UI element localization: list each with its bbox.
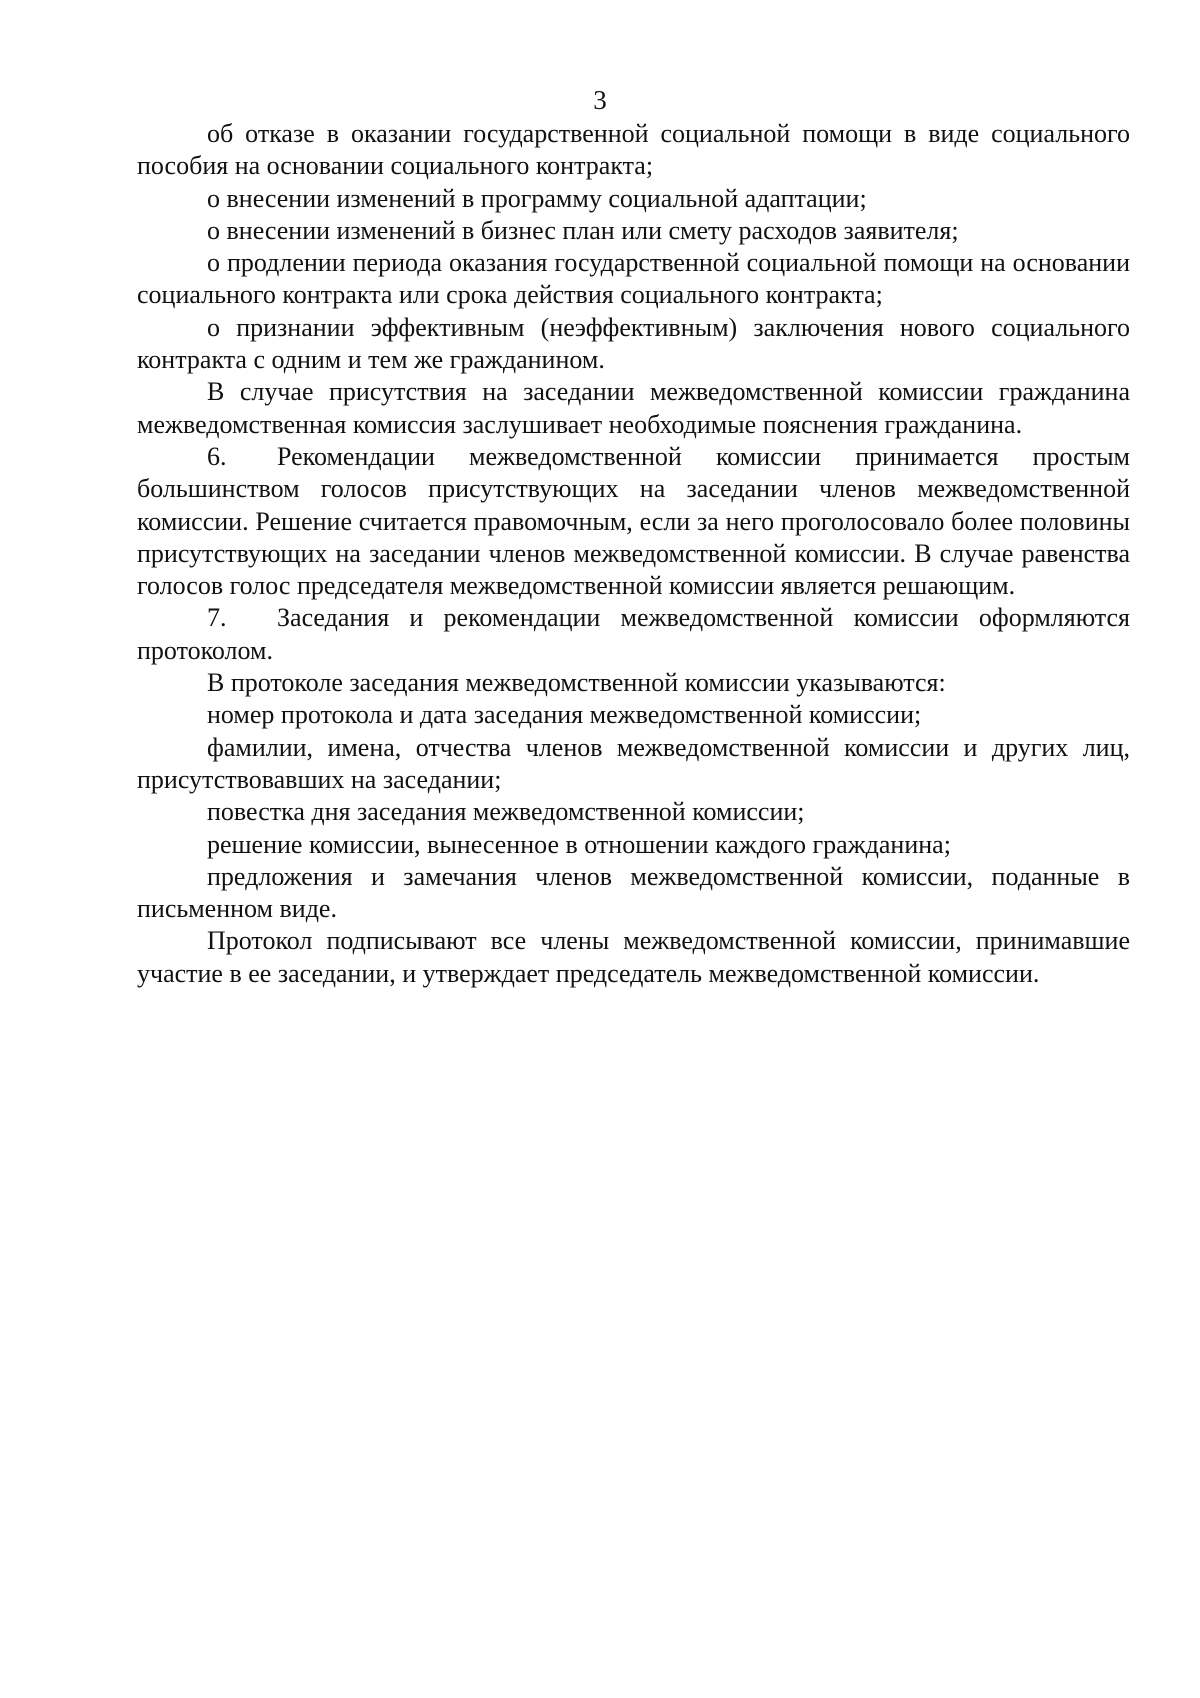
list-item-protocol-number: номер протокола и дата заседания межведомственной комиссии; (207, 700, 922, 730)
clause-6-number: 6. (207, 441, 227, 471)
list-item-agenda: повестка дня заседания межведомственной комиссии; (207, 797, 805, 827)
paragraph-business-plan: о внесении изменений в бизнес план или смету расходов заявителя; (207, 215, 959, 245)
clause-7 (137, 602, 1130, 667)
clause-7-text: Заседания и рекомендации межведомственной комиссии оформляются протоколом. (137, 603, 1130, 665)
list-item-decision: решение комиссии, вынесенное в отношении каждого гражданина; (207, 829, 951, 859)
paragraph-extension: о продлении периода оказания государственной социальной помощи на основании социального контракта или срока действия социального контракта; (137, 248, 1130, 310)
paragraph-new-contract: о признании эффективным (неэффективным) заключения нового социального контракта с одним и тем же гражданином. (137, 312, 1130, 375)
paragraph-refusal: об отказе в оказании государственной социальной помощи в виде социального пособия на основании социального контракта; (137, 119, 1130, 181)
paragraph-citizen-present: В случае присутствия на заседании межведомственной комиссии гражданина межведомственная комиссия заслушивает необходимые пояснения гражданина. (137, 377, 1130, 439)
list-item-attendees: фамилии, имена, отчества членов межведомственной комиссии и других лиц, присутствовавших на заседании; (137, 732, 1130, 794)
document-body (137, 118, 1130, 990)
paragraph-signing: Протокол подписывают все члены межведомственной комиссии, принимавшие участие в ее заседании, и утверждает председатель межведомственной комиссии. (137, 926, 1130, 988)
paragraph-adaptation-program: о внесении изменений в программу социальной адаптации; (207, 183, 867, 213)
clause-7-number: 7. (207, 603, 227, 633)
clause-6-text: Рекомендации межведомственной комиссии принимается простым большинством голосов присутствующих на заседании членов межведомственной комиссии. Решение считается правомочным, если за него проголосовало более половины присутствующих на заседании членов межведомственной комиссии. В случае равенства голосов голос председателя межведомственной комиссии является решающим. (137, 441, 1130, 601)
paragraph-protocol-contents: В протоколе заседания межведомственной комиссии указываются: (207, 668, 946, 698)
page-number: 3 (593, 85, 607, 115)
clause-6 (137, 441, 1130, 602)
list-item-proposals: предложения и замечания членов межведомственной комиссии, поданные в письменном виде. (137, 861, 1130, 924)
